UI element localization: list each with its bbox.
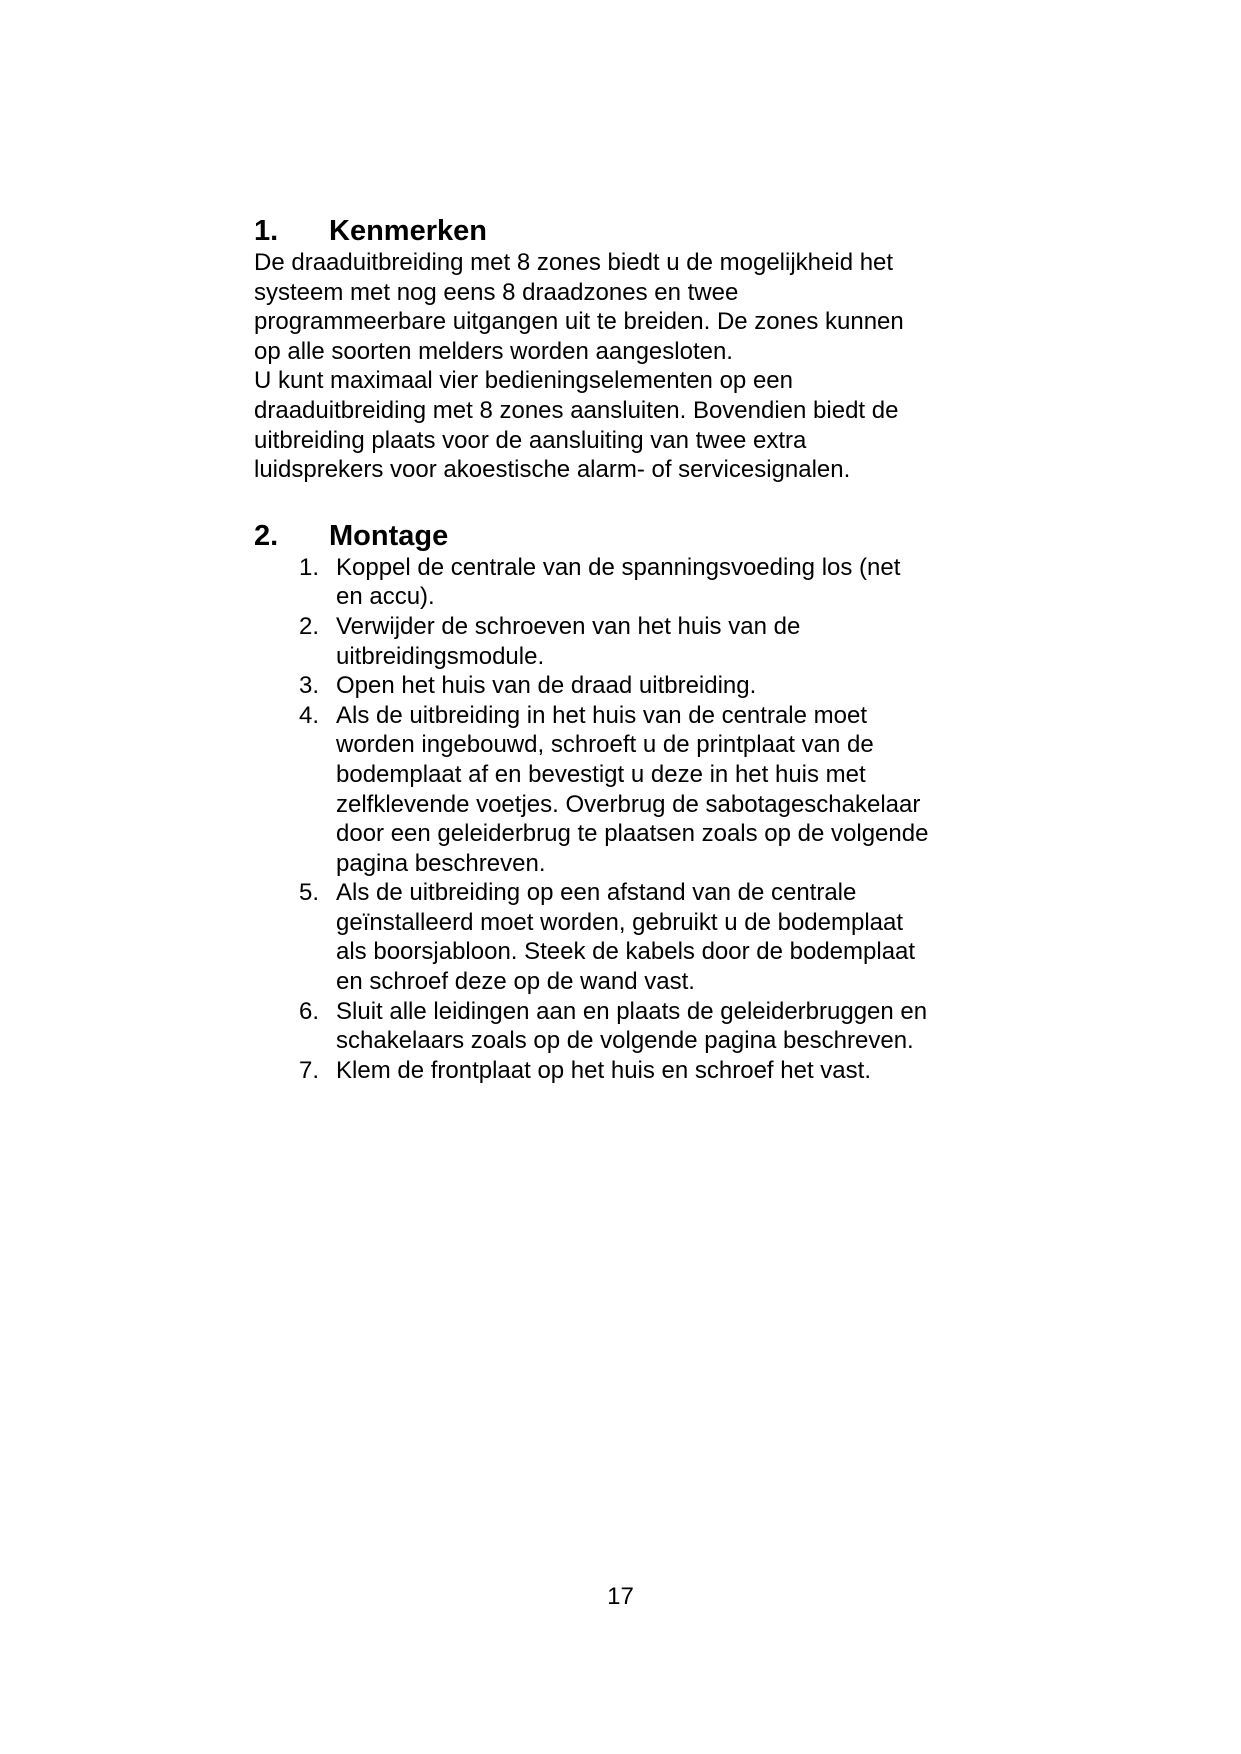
step-text: Klem de frontplaat op het huis en schroef het vast. (336, 1056, 871, 1084)
section-title: Montage (329, 519, 449, 552)
step-text: Verwijder de schroeven van het huis van de uitbreidingsmodule. (336, 612, 801, 670)
list-item (299, 701, 1014, 879)
montage-steps-list (254, 553, 1014, 1086)
paragraph: U kunt maximaal vier bedieningselementen op een draaduitbreiding met 8 zones aansluiten. Bovendien biedt de uitbreiding plaats voor de aansluiting van twee extra luidsprekers voor akoestische alarm- of servicesignalen. (254, 367, 899, 484)
page-number: 17 (607, 1583, 634, 1610)
section-number: 1. (254, 215, 279, 247)
list-item (299, 1056, 1014, 1086)
step-text: Sluit alle leidingen aan en plaats de geleiderbruggen en schakelaars zoals op de volgende pagina beschreven. (336, 997, 928, 1055)
step-text: Open het huis van de draad uitbreiding. (336, 672, 757, 700)
step-number: 6. (299, 997, 320, 1025)
step-number: 4. (299, 701, 320, 729)
list-item (299, 553, 1014, 612)
step-number: 3. (299, 672, 320, 700)
list-item (299, 612, 1014, 671)
paragraph: De draaduitbreiding met 8 zones biedt u de mogelijkheid het systeem met nog eens 8 draadzones en twee programmeerbare uitgangen uit te breiden. De zones kunnen op alle soorten melders worden aangesloten. (254, 249, 904, 365)
step-text: Als de uitbreiding in het huis van de centrale moet worden ingebouwd, schroeft u de printplaat van de bodemplaat af en bevestigt u deze in het huis met zelfklevende voetjes. Overbrug de sabotageschakelaar door een geleiderbrug te plaatsen zoals op de volgende pagina beschreven. (336, 701, 929, 877)
step-number: 2. (299, 612, 320, 640)
step-number: 7. (299, 1056, 320, 1084)
list-item (299, 997, 1014, 1056)
list-item (299, 671, 1014, 701)
step-text: Als de uitbreiding op een afstand van de centrale geïnstalleerd moet worden, gebruikt u de bodemplaat als boorsjabloon. Steek de kabels door de bodemplaat en schroef deze op de wand vast. (336, 879, 916, 996)
section-heading-montage (254, 519, 1014, 553)
step-number: 1. (299, 553, 320, 581)
section-number: 2. (254, 519, 279, 552)
step-text: Koppel de centrale van de spanningsvoeding los (net en accu). (336, 553, 901, 611)
list-item (299, 878, 1014, 996)
section-heading-kenmerken (254, 214, 1014, 248)
section-title: Kenmerken (329, 215, 487, 247)
page-content (254, 214, 1014, 1085)
step-number: 5. (299, 879, 320, 907)
